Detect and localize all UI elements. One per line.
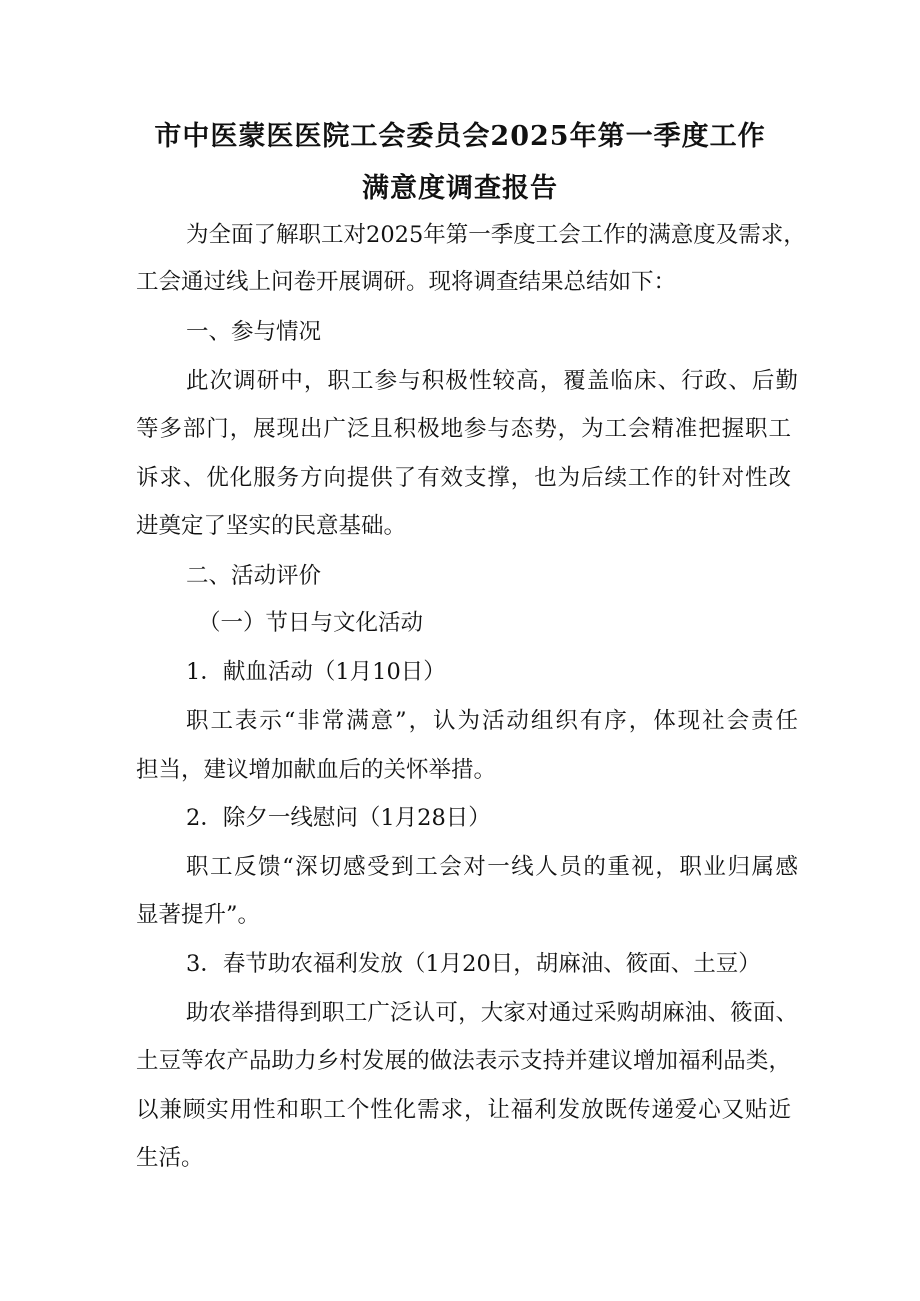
- report-title-line-2: 满意度调查报告: [362, 173, 558, 204]
- item-heading-spring-festival: 3．春节助农福利发放（1月20日，胡麻油、筱面、土豆）: [186, 951, 761, 977]
- intro-line-2: 工会通过线上问卷开展调研。现将调查结果总结如下：: [136, 269, 677, 295]
- spring-festival-line-3: 以兼顾实用性和职工个性化需求，让福利发放既传递爱心又贴近: [136, 1097, 791, 1123]
- participation-line-4: 进奠定了坚实的民意基础。: [136, 513, 407, 539]
- spring-festival-line-2: 土豆等农产品助力乡村发展的做法表示支持并建议增加福利品类，: [136, 1048, 791, 1074]
- subsection-heading-festival: （一）节日与文化活动: [198, 610, 424, 636]
- item-heading-new-year-eve: 2．除夕一线慰问（1月28日）: [186, 805, 491, 831]
- new-year-eve-line-2: 显著提升”。: [136, 902, 261, 928]
- item-heading-blood-donation: 1．献血活动（1月10日）: [186, 659, 446, 685]
- spring-festival-line-4: 生活。: [136, 1145, 204, 1171]
- section-heading-participation: 一、参与情况: [186, 319, 322, 345]
- spring-festival-line-1: 助农举措得到职工广泛认可，大家对通过采购胡麻油、筱面、: [186, 1000, 798, 1026]
- participation-line-3: 诉求、优化服务方向提供了有效支撑，也为后续工作的针对性改: [136, 465, 791, 491]
- blood-donation-line-1: 职工表示“非常满意”，认为活动组织有序，体现社会责任: [186, 708, 798, 734]
- blood-donation-line-2: 担当，建议增加献血后的关怀举措。: [136, 757, 497, 783]
- participation-line-2: 等多部门，展现出广泛且积极地参与态势，为工会精准把握职工: [136, 416, 791, 442]
- report-title-line-1: 市中医蒙医医院工会委员会2025年第一季度工作: [154, 121, 766, 152]
- new-year-eve-line-1: 职工反馈“深切感受到工会对一线人员的重视，职业归属感: [186, 854, 798, 880]
- section-heading-evaluation: 二、活动评价: [186, 563, 322, 589]
- participation-line-1: 此次调研中，职工参与积极性较高，覆盖临床、行政、后勤: [186, 368, 798, 394]
- intro-line-1: 为全面了解职工对2025年第一季度工会工作的满意度及需求，: [186, 222, 806, 248]
